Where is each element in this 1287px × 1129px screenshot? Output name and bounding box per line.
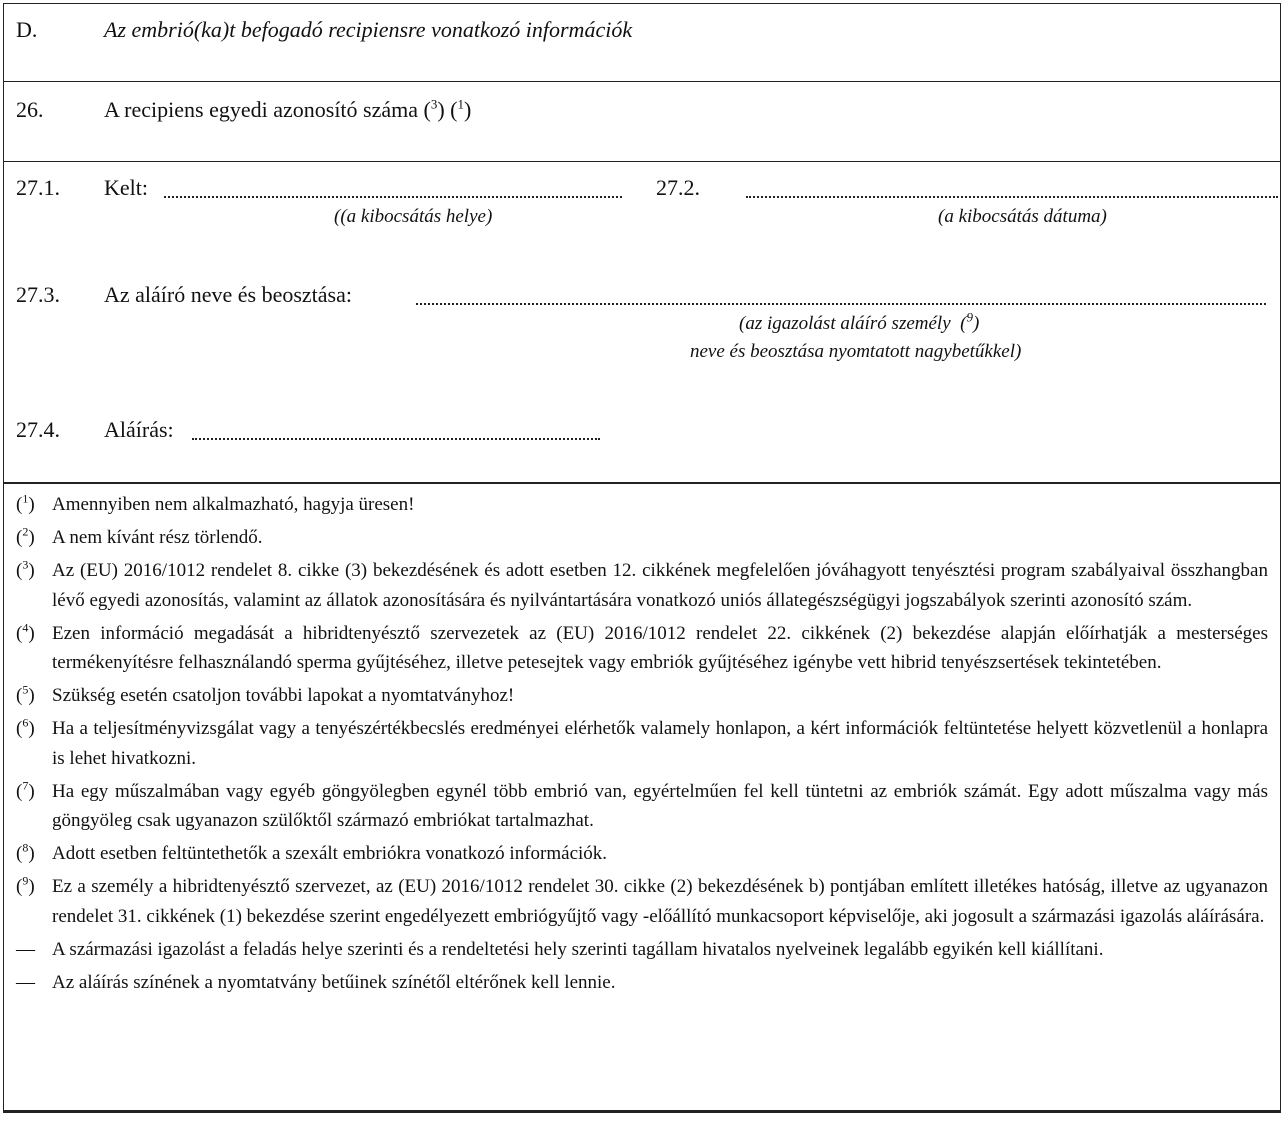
date-of-issue-caption: (a kibocsátás dátuma)	[938, 206, 1107, 227]
footnote-marker: ($^3$)	[16, 557, 35, 581]
footnote-ref[interactable]: 1	[457, 96, 464, 112]
footnote-text: Ha egy műszalmában vagy egyéb göngyölegben egynél több embrió van, egyértelműen fel kell tüntetni az embriók számát. Egy adott műszalma vagy más göngyöleg csak ugyanazon szülőktől származó embriókat tartalmazhat.	[52, 780, 1268, 831]
footnote-marker-number: 5	[22, 682, 29, 697]
place-of-issue-caption: ((a kibocsátás helye)	[334, 206, 493, 227]
section-number: D.	[16, 17, 38, 42]
footnote-item	[16, 839, 1268, 869]
footnote-marker: ($^9$)	[16, 873, 35, 897]
footnote-text: A nem kívánt rész törlendő.	[52, 527, 263, 548]
footnote-item	[16, 777, 1268, 836]
dash-note-text: Az aláírás színének a nyomtatvány betűinek színétől eltérőnek kell lennie.	[52, 971, 616, 993]
field-27-3-number: 27.3.	[16, 282, 60, 307]
field-27-1-label: Kelt:	[104, 175, 148, 200]
footnote-marker-number: 3	[22, 557, 29, 572]
field-27-4-number: 27.4.	[16, 417, 60, 442]
dash-marker: —	[16, 971, 35, 993]
certificate-form-section	[3, 3, 1281, 1113]
footnote-item	[16, 523, 1268, 553]
footnote-item	[16, 490, 1268, 520]
footnote-ref[interactable]: 3	[430, 96, 438, 112]
footnote-marker-number: 9	[22, 873, 29, 888]
date-of-issue-field[interactable]	[746, 196, 1278, 198]
footnote-marker: ($^7$)	[16, 778, 35, 802]
footnote-item	[16, 681, 1268, 711]
field-26-row	[4, 82, 1280, 162]
field-27-row	[4, 162, 1280, 484]
footnote-text: Ez a személy a hibridtenyésztő szervezet, az (EU) 2016/1012 rendelet 30. cikke (2) bekezdésének b) pontjában említett illetékes hatóság, illetve az ugyanazon rendelet 31. cikkének (1) bekezdése szerint engedélyezett embriógyűjtő vagy -előállító munkacsoport képviselője, aki jogosult a származási igazolás aláírására.	[52, 876, 1268, 927]
dash-note-item	[16, 935, 1268, 965]
footnote-item	[16, 714, 1268, 773]
footnote-item	[16, 619, 1268, 678]
footnote-marker: ($^1$)	[16, 491, 35, 515]
footnote-item	[16, 556, 1268, 615]
field-26-label: A recipiens egyedi azonosító száma ($^3$) ($^1$)	[104, 96, 472, 122]
signatory-caption-line2: neve és beosztása nyomtatott nagybetűkkel)	[690, 341, 1022, 362]
footnote-text: Amennyiben nem alkalmazható, hagyja üresen!	[52, 494, 415, 515]
field-27-1-number: 27.1.	[16, 175, 60, 200]
footnote-marker-number: 7	[22, 778, 29, 793]
signature-field[interactable]	[192, 438, 600, 440]
footnotes-list	[16, 490, 1268, 1001]
field-26-number: 26.	[16, 97, 44, 122]
footnote-marker: ($^6$)	[16, 715, 35, 739]
footnote-text: Az (EU) 2016/1012 rendelet 8. cikke (3) bekezdésének és adott esetben 12. cikkének megfelelően jóváhagyott tenyésztési program szabályaival összhangban lévő egyedi azonosítás, valamint az állatok azonosítására és nyilvántartására vonatkozó uniós állategészségügyi jogszabályok szerinti azonosító szám.	[52, 560, 1268, 611]
footnote-marker-number: 2	[22, 524, 29, 539]
place-of-issue-field[interactable]	[164, 196, 622, 198]
footnote-text: Ezen információ megadását a hibridtenyésztő szervezetek az (EU) 2016/1012 rendelet 22. cikkének (2) bekezdése alapján előírhatják a mesterséges termékenyítésre felhasználandó sperma gyűjtéséhez, illetve petesejtek vagy embriók gyűjtéséhez igénybe vett hibrid tenyészsertések tekintetében.	[52, 622, 1268, 673]
dash-note-text: A származási igazolást a feladás helye szerinti és a rendeltetési hely szerinti tagállam hivatalos nyelveinek legalább egyikén kell kiállítani.	[52, 938, 1104, 960]
field-27-3-label: Az aláíró neve és beosztása:	[104, 282, 352, 307]
footnote-marker: ($^5$)	[16, 682, 35, 706]
footnote-marker: ($^4$)	[16, 620, 35, 644]
footnote-marker: ($^8$)	[16, 840, 35, 864]
footnote-ref[interactable]: 9	[966, 309, 973, 325]
signatory-name-field[interactable]	[416, 303, 1266, 305]
footnote-marker-number: 4	[22, 620, 29, 635]
signatory-caption-line1: (az igazolást aláíró személy ($^9$)	[739, 309, 980, 334]
footnote-marker: ($^2$)	[16, 524, 35, 548]
field-27-2-number: 27.2.	[656, 175, 700, 200]
footnote-item	[16, 872, 1268, 931]
footnote-text: Adott esetben feltüntethetők a szexált embriókra vonatkozó információk.	[52, 843, 608, 864]
signatory-caption-text: (az igazolást aláíró személy	[739, 313, 951, 334]
dash-note-item	[16, 968, 1268, 998]
section-header-row	[4, 4, 1280, 82]
field-26-label-text: A recipiens egyedi azonosító száma	[104, 97, 419, 122]
field-27-4-label: Aláírás:	[104, 417, 174, 442]
footnote-text: Ha a teljesítményvizsgálat vagy a tenyészértékbecslés eredményei elérhetők valamely honlapon, a kért információk feltüntetése helyett közvetlenül a honlapra is lehet hivatkozni.	[52, 718, 1268, 769]
dash-marker: —	[16, 938, 35, 960]
footnote-marker-number: 6	[22, 715, 29, 730]
footnote-marker-number: 1	[22, 491, 29, 506]
section-title: Az embrió(ka)t befogadó recipiensre vonatkozó információk	[104, 17, 633, 42]
footnote-marker-number: 8	[22, 840, 29, 855]
footnote-text: Szükség esetén csatoljon további lapokat a nyomtatványhoz!	[52, 685, 515, 706]
